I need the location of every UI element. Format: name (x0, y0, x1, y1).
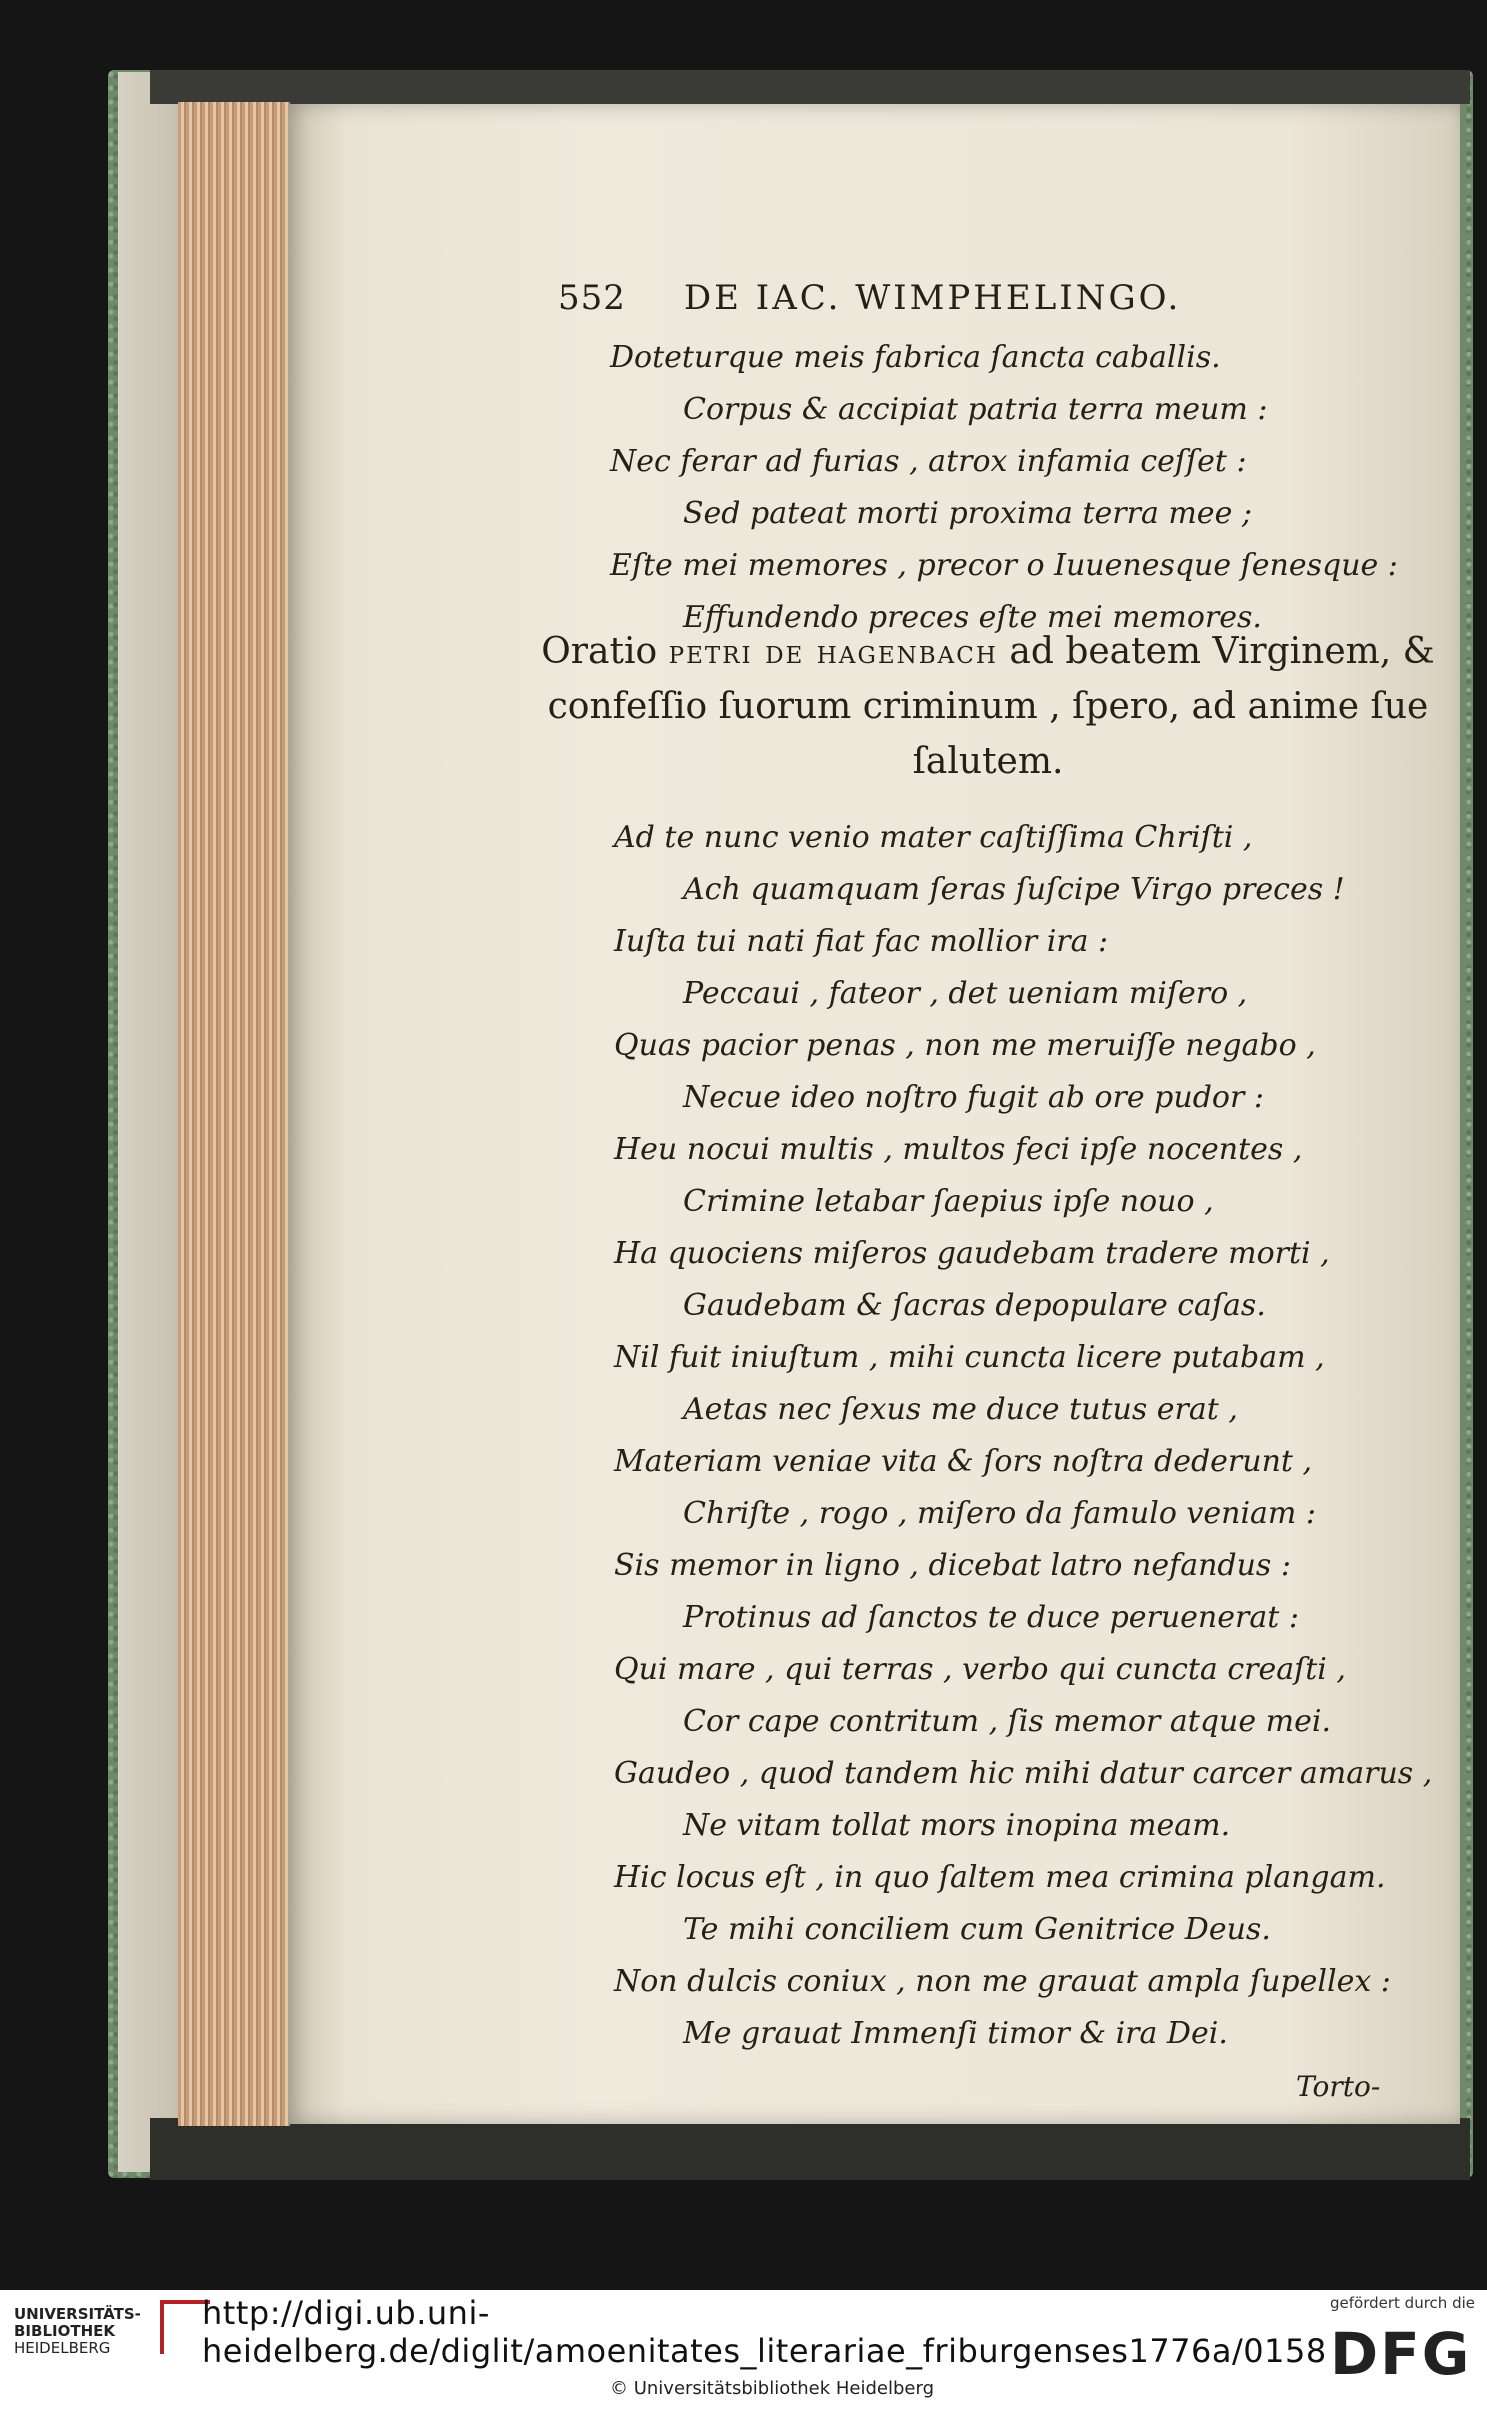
verse-line: Peccaui , fateor , det ueniam miſero , (683, 976, 1248, 1011)
verse-line: Nec ferar ad furias , atrox infamia ceſſet : (610, 444, 1247, 479)
catchword: Torto- (1296, 2070, 1381, 2103)
verse-line: Ha quociens miſeros gaudebam tradere morti , (614, 1236, 1330, 1271)
section-heading (528, 624, 1448, 789)
verse-line: Protinus ad ſanctos te duce peruenerat : (683, 1600, 1299, 1635)
verse-line: Necue ideo noſtro fugit ab ore pudor : (683, 1080, 1264, 1115)
verse-line: Te mihi conciliem cum Genitrice Deus. (683, 1912, 1271, 1947)
verse-line: Hic locus eſt , in quo ſaltem mea crimina plangam. (614, 1860, 1386, 1895)
verse-line: Iuſta tui nati fiat fac mollior ira : (614, 924, 1109, 959)
verse-line: Gaudeo , quod tandem hic mihi datur carcer amarus , (614, 1756, 1433, 1791)
verse-line: Cor cape contritum , ſis memor atque mei. (683, 1704, 1331, 1739)
verse-line: Me grauat Immenſi timor & ira Dei. (683, 2016, 1228, 2051)
verse-line: Eſte mei memores , precor o Iuuenesque ſenesque : (610, 548, 1398, 583)
verse-line: Ne vitam tollat mors inopina meam. (683, 1808, 1231, 1843)
funded-by-label: gefördert durch die (1330, 2294, 1475, 2312)
cover-bottom-edge (150, 2118, 1470, 2180)
cover-top-edge (150, 70, 1470, 104)
viewer-footer (0, 2290, 1487, 2419)
verse-line: Sis memor in ligno , dicebat latro nefandus : (614, 1548, 1291, 1583)
verse-line: Effundendo preces eſte mei memores. (683, 600, 1262, 635)
verse-line: Gaudebam & ſacras depopulare caſas. (683, 1288, 1266, 1323)
verse-line: Sed pateat morti proxima terra mee ; (683, 496, 1252, 531)
library-line: HEIDELBERG (14, 2339, 111, 2357)
verse-line: Non dulcis coniux , non me grauat ampla ſupellex : (614, 1964, 1391, 1999)
library-line: UNIVERSITÄTS- (14, 2305, 141, 2323)
verse-line: Aetas nec ſexus me duce tutus erat , (683, 1392, 1238, 1427)
verse-line: Quas pacior penas , non me meruiſſe negabo , (614, 1028, 1316, 1063)
page-edges (178, 102, 290, 2126)
book-page (288, 104, 1460, 2124)
library-line: BIBLIOTHEK (14, 2322, 115, 2340)
running-title: DE IAC. WIMPHELINGO. (683, 278, 1182, 318)
verse-line: Crimine letabar ſaepius ipſe nouo , (683, 1184, 1214, 1219)
verse-line: Heu nocui multis , multos feci ipſe nocentes , (614, 1132, 1303, 1167)
verse-line: Ach quamquam ſeras ſuſcipe Virgo preces ! (683, 872, 1345, 907)
permalink-url[interactable]: http://digi.ub.uni-heidelberg.de/diglit/amoenitates_literariae_friburgenses1776a/0158 (202, 2294, 1327, 2370)
running-head (558, 278, 1181, 318)
heading-post: ad beatem Virginem, & confeſſio ſuorum criminum , ſpero, ad anime ſue ſalutem. (547, 631, 1435, 782)
library-logo (14, 2306, 141, 2357)
heading-author: petri de hagenbach (668, 632, 998, 671)
copyright-notice: © Universitätsbibliothek Heidelberg (610, 2378, 935, 2399)
verse-line: Nil fuit iniuſtum , mihi cuncta licere putabam , (614, 1340, 1325, 1375)
page-number: 552 (558, 278, 626, 318)
verse-line: Qui mare , qui terras , verbo qui cuncta creaſti , (614, 1652, 1346, 1687)
heading-pre: Oratio (541, 631, 669, 672)
verse-line: Doteturque meis fabrica ſancta caballis. (610, 340, 1221, 375)
verse-line: Chriſte , rogo , miſero da famulo veniam : (683, 1496, 1317, 1531)
dfg-logo: DFG (1330, 2320, 1472, 2388)
verse-line: Materiam veniae vita & ſors noſtra dederunt , (614, 1444, 1313, 1479)
verse-line: Ad te nunc venio mater caſtiſſima Chriſti , (614, 820, 1253, 855)
verse-line: Corpus & accipiat patria terra meum : (683, 392, 1268, 427)
